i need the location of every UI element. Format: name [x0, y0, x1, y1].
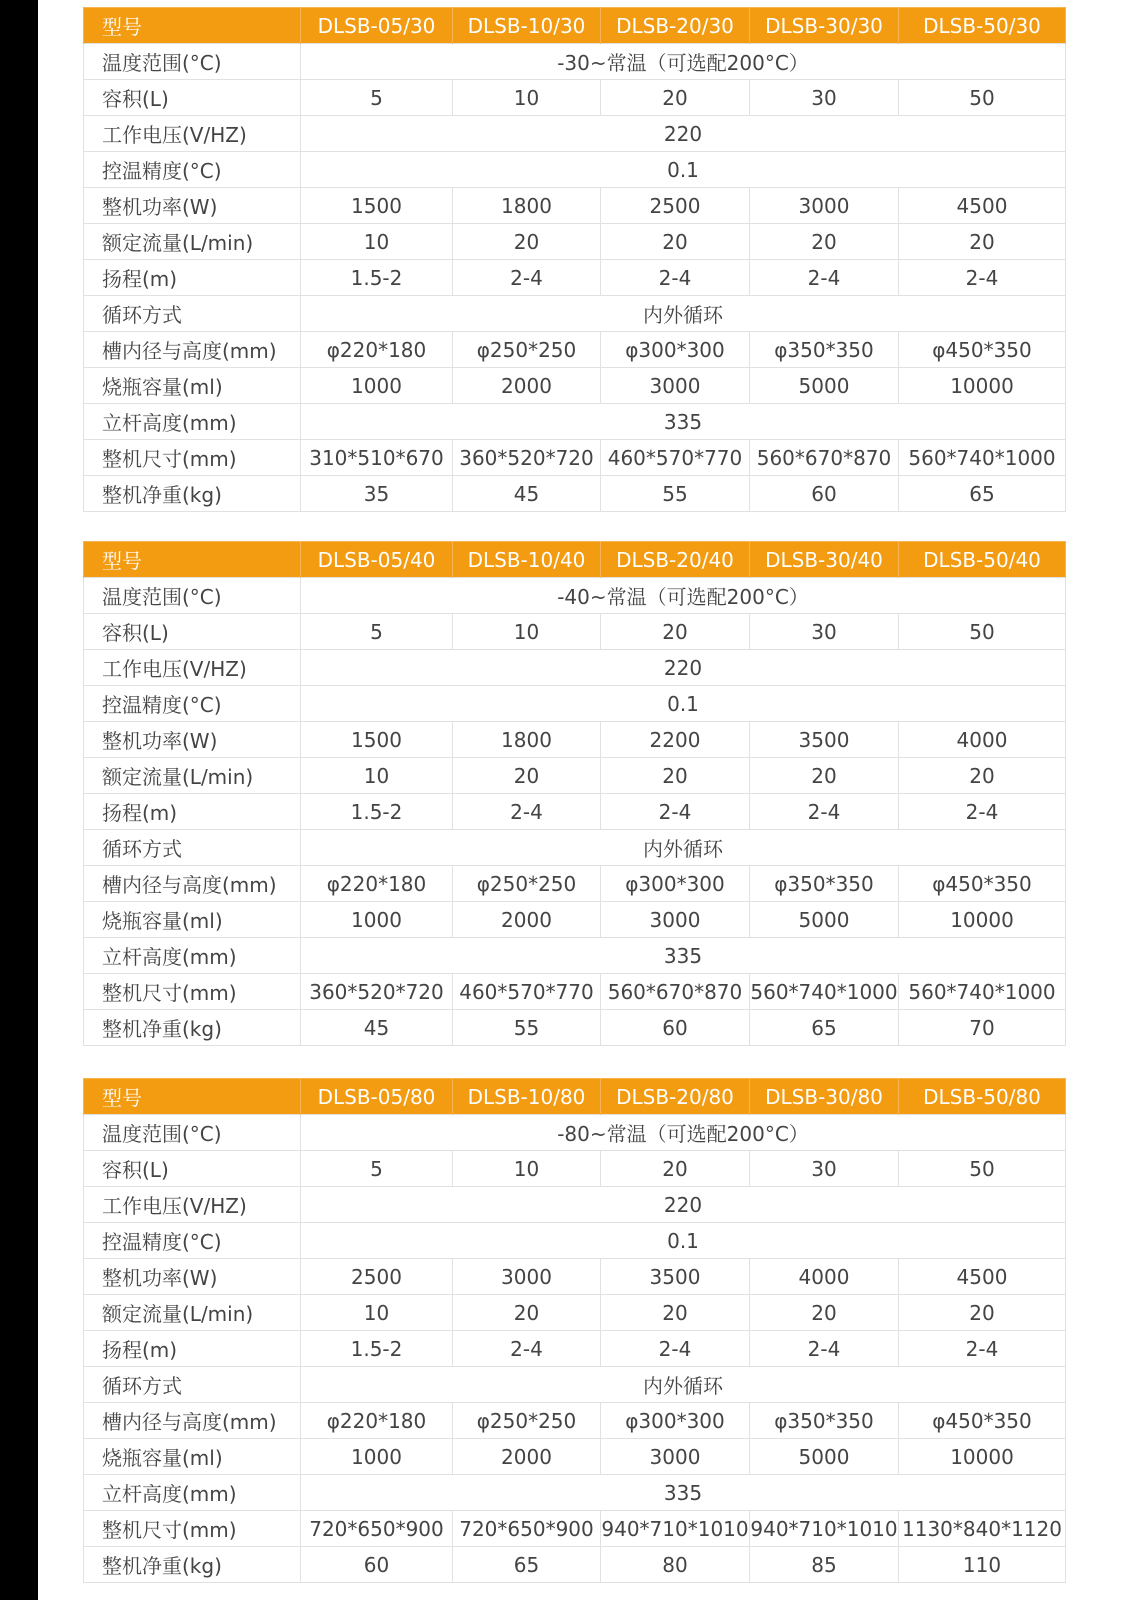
value-cell: 3500 — [750, 722, 899, 758]
value-cell: 55 — [453, 1010, 601, 1046]
header-row — [84, 542, 1066, 578]
merged-value-cell: 335 — [301, 1475, 1066, 1511]
table-row — [84, 974, 1066, 1010]
table-row — [84, 1367, 1066, 1403]
value-cell: 10 — [453, 614, 601, 650]
value-cell: 460*570*770 — [601, 440, 750, 476]
value-cell: 460*570*770 — [453, 974, 601, 1010]
model-header-cell: DLSB-10/30 — [453, 8, 601, 44]
table-row — [84, 1223, 1066, 1259]
value-cell: 2000 — [453, 368, 601, 404]
value-cell: φ250*250 — [453, 1403, 601, 1439]
value-cell: φ300*300 — [601, 866, 750, 902]
table-row — [84, 440, 1066, 476]
model-header-cell: DLSB-30/40 — [750, 542, 899, 578]
row-label: 容积(L) — [84, 614, 301, 650]
value-cell: 2-4 — [601, 794, 750, 830]
row-label: 额定流量(L/min) — [84, 1295, 301, 1331]
spec-table-30 — [83, 7, 1066, 512]
merged-value-cell: -30~常温（可选配200°C） — [301, 44, 1066, 80]
table-row — [84, 1151, 1066, 1187]
row-label: 整机功率(W) — [84, 1259, 301, 1295]
value-cell: 1800 — [453, 188, 601, 224]
table-row — [84, 260, 1066, 296]
value-cell: 20 — [899, 224, 1066, 260]
value-cell: 2200 — [601, 722, 750, 758]
value-cell: 5000 — [750, 902, 899, 938]
table-row — [84, 938, 1066, 974]
value-cell: 35 — [301, 476, 453, 512]
row-label: 烧瓶容量(ml) — [84, 1439, 301, 1475]
row-label: 循环方式 — [84, 296, 301, 332]
value-cell: 70 — [899, 1010, 1066, 1046]
value-cell: φ350*350 — [750, 866, 899, 902]
table-row — [84, 1403, 1066, 1439]
value-cell: 3500 — [601, 1259, 750, 1295]
value-cell: 2-4 — [453, 260, 601, 296]
model-header-cell: DLSB-30/30 — [750, 8, 899, 44]
value-cell: 2000 — [453, 902, 601, 938]
value-cell: 20 — [601, 758, 750, 794]
value-cell: 1500 — [301, 188, 453, 224]
value-cell: 20 — [453, 758, 601, 794]
value-cell: 5000 — [750, 1439, 899, 1475]
value-cell: 60 — [301, 1547, 453, 1583]
value-cell: 3000 — [453, 1259, 601, 1295]
row-label: 温度范围(°C) — [84, 578, 301, 614]
value-cell: 45 — [453, 476, 601, 512]
value-cell: 1500 — [301, 722, 453, 758]
value-cell: 65 — [899, 476, 1066, 512]
value-cell: 65 — [750, 1010, 899, 1046]
value-cell: 60 — [601, 1010, 750, 1046]
row-label: 立杆高度(mm) — [84, 938, 301, 974]
value-cell: 3000 — [601, 368, 750, 404]
header-row — [84, 1079, 1066, 1115]
value-cell: 1.5-2 — [301, 1331, 453, 1367]
value-cell: φ250*250 — [453, 866, 601, 902]
table-row — [84, 116, 1066, 152]
table-row — [84, 650, 1066, 686]
table-row — [84, 296, 1066, 332]
row-label: 循环方式 — [84, 1367, 301, 1403]
value-cell: 3000 — [750, 188, 899, 224]
value-cell: 560*670*870 — [601, 974, 750, 1010]
value-cell: 940*710*1010 — [750, 1511, 899, 1547]
merged-value-cell: -80~常温（可选配200°C） — [301, 1115, 1066, 1151]
value-cell: 20 — [601, 224, 750, 260]
value-cell: 1.5-2 — [301, 260, 453, 296]
merged-value-cell: 0.1 — [301, 686, 1066, 722]
table-row — [84, 188, 1066, 224]
model-header-cell: DLSB-10/80 — [453, 1079, 601, 1115]
row-label: 烧瓶容量(ml) — [84, 368, 301, 404]
table-row — [84, 476, 1066, 512]
row-label: 槽内径与高度(mm) — [84, 1403, 301, 1439]
value-cell: 1.5-2 — [301, 794, 453, 830]
value-cell: 2-4 — [453, 794, 601, 830]
model-header-cell: DLSB-50/30 — [899, 8, 1066, 44]
table-row — [84, 902, 1066, 938]
model-header-cell: DLSB-05/40 — [301, 542, 453, 578]
value-cell: 5 — [301, 1151, 453, 1187]
value-cell: 720*650*900 — [453, 1511, 601, 1547]
model-header-cell: DLSB-20/30 — [601, 8, 750, 44]
value-cell: 110 — [899, 1547, 1066, 1583]
table-row — [84, 1259, 1066, 1295]
value-cell: 360*520*720 — [453, 440, 601, 476]
value-cell: 20 — [601, 1295, 750, 1331]
merged-value-cell: 335 — [301, 938, 1066, 974]
value-cell: φ350*350 — [750, 1403, 899, 1439]
value-cell: 10 — [301, 224, 453, 260]
table-row — [84, 1115, 1066, 1151]
table-row — [84, 1295, 1066, 1331]
value-cell: 1000 — [301, 368, 453, 404]
table-row — [84, 758, 1066, 794]
value-cell: 55 — [601, 476, 750, 512]
table-row — [84, 332, 1066, 368]
table-row — [84, 404, 1066, 440]
merged-value-cell: 220 — [301, 1187, 1066, 1223]
row-label: 整机功率(W) — [84, 188, 301, 224]
value-cell: φ350*350 — [750, 332, 899, 368]
value-cell: 10 — [301, 758, 453, 794]
row-label: 容积(L) — [84, 80, 301, 116]
value-cell: 30 — [750, 80, 899, 116]
value-cell: 3000 — [601, 902, 750, 938]
row-label: 扬程(m) — [84, 794, 301, 830]
value-cell: 85 — [750, 1547, 899, 1583]
row-label: 工作电压(V/HZ) — [84, 116, 301, 152]
value-cell: 50 — [899, 80, 1066, 116]
value-cell: φ220*180 — [301, 1403, 453, 1439]
value-cell: 20 — [750, 1295, 899, 1331]
table-row — [84, 368, 1066, 404]
row-label: 整机净重(kg) — [84, 1010, 301, 1046]
value-cell: 5000 — [750, 368, 899, 404]
value-cell: 2-4 — [899, 260, 1066, 296]
value-cell: φ450*350 — [899, 866, 1066, 902]
value-cell: 20 — [899, 758, 1066, 794]
value-cell: 1800 — [453, 722, 601, 758]
table-row — [84, 722, 1066, 758]
value-cell: 20 — [750, 758, 899, 794]
row-label: 额定流量(L/min) — [84, 758, 301, 794]
table-row — [84, 866, 1066, 902]
row-label: 控温精度(°C) — [84, 152, 301, 188]
value-cell: 20 — [453, 224, 601, 260]
value-cell: 2-4 — [899, 794, 1066, 830]
table-row — [84, 44, 1066, 80]
table-row — [84, 1511, 1066, 1547]
value-cell: φ450*350 — [899, 332, 1066, 368]
value-cell: φ220*180 — [301, 866, 453, 902]
value-cell: 30 — [750, 614, 899, 650]
table-row — [84, 80, 1066, 116]
model-header-cell: DLSB-50/80 — [899, 1079, 1066, 1115]
value-cell: 45 — [301, 1010, 453, 1046]
value-cell: 560*740*1000 — [899, 440, 1066, 476]
value-cell: 65 — [453, 1547, 601, 1583]
spec-table-40 — [83, 541, 1066, 1046]
spec-page — [38, 0, 1144, 1600]
row-label: 扬程(m) — [84, 260, 301, 296]
row-label: 控温精度(°C) — [84, 686, 301, 722]
row-label: 温度范围(°C) — [84, 44, 301, 80]
value-cell: 3000 — [601, 1439, 750, 1475]
value-cell: 5 — [301, 80, 453, 116]
value-cell: 10000 — [899, 902, 1066, 938]
table-row — [84, 578, 1066, 614]
table-row — [84, 1010, 1066, 1046]
model-header-cell: DLSB-50/40 — [899, 542, 1066, 578]
value-cell: 4500 — [899, 1259, 1066, 1295]
row-label: 扬程(m) — [84, 1331, 301, 1367]
row-label: 整机尺寸(mm) — [84, 1511, 301, 1547]
row-label: 立杆高度(mm) — [84, 1475, 301, 1511]
table-row — [84, 1547, 1066, 1583]
table-row — [84, 224, 1066, 260]
table-row — [84, 152, 1066, 188]
model-header-cell: DLSB-20/40 — [601, 542, 750, 578]
spec-table-80 — [83, 1078, 1066, 1583]
value-cell: 20 — [453, 1295, 601, 1331]
value-cell: 10 — [453, 80, 601, 116]
model-header-cell: DLSB-20/80 — [601, 1079, 750, 1115]
row-label: 立杆高度(mm) — [84, 404, 301, 440]
value-cell: 2-4 — [750, 1331, 899, 1367]
merged-value-cell: -40~常温（可选配200°C） — [301, 578, 1066, 614]
value-cell: 80 — [601, 1547, 750, 1583]
row-label: 槽内径与高度(mm) — [84, 332, 301, 368]
value-cell: 20 — [601, 614, 750, 650]
value-cell: 560*670*870 — [750, 440, 899, 476]
value-cell: 560*740*1000 — [899, 974, 1066, 1010]
row-label: 整机净重(kg) — [84, 476, 301, 512]
value-cell: 1000 — [301, 902, 453, 938]
row-label: 工作电压(V/HZ) — [84, 650, 301, 686]
value-cell: φ450*350 — [899, 1403, 1066, 1439]
value-cell: φ220*180 — [301, 332, 453, 368]
table-row — [84, 794, 1066, 830]
value-cell: φ250*250 — [453, 332, 601, 368]
value-cell: 1000 — [301, 1439, 453, 1475]
value-cell: φ300*300 — [601, 1403, 750, 1439]
table-row — [84, 1331, 1066, 1367]
model-header-cell: DLSB-05/80 — [301, 1079, 453, 1115]
value-cell: 50 — [899, 614, 1066, 650]
value-cell: 720*650*900 — [301, 1511, 453, 1547]
merged-value-cell: 0.1 — [301, 1223, 1066, 1259]
value-cell: 5 — [301, 614, 453, 650]
row-label: 整机尺寸(mm) — [84, 974, 301, 1010]
merged-value-cell: 0.1 — [301, 152, 1066, 188]
table-row — [84, 614, 1066, 650]
table-row — [84, 1475, 1066, 1511]
row-label: 温度范围(°C) — [84, 1115, 301, 1151]
table-row — [84, 686, 1066, 722]
value-cell: 560*740*1000 — [750, 974, 899, 1010]
row-label: 整机尺寸(mm) — [84, 440, 301, 476]
value-cell: 30 — [750, 1151, 899, 1187]
value-cell: 4500 — [899, 188, 1066, 224]
merged-value-cell: 内外循环 — [301, 296, 1066, 332]
model-header-cell: DLSB-10/40 — [453, 542, 601, 578]
table-row — [84, 1187, 1066, 1223]
value-cell: 310*510*670 — [301, 440, 453, 476]
value-cell: 20 — [601, 80, 750, 116]
model-header-label: 型号 — [84, 1079, 301, 1115]
value-cell: 20 — [601, 1151, 750, 1187]
merged-value-cell: 220 — [301, 116, 1066, 152]
value-cell: 2000 — [453, 1439, 601, 1475]
row-label: 槽内径与高度(mm) — [84, 866, 301, 902]
model-header-label: 型号 — [84, 8, 301, 44]
value-cell: 10 — [453, 1151, 601, 1187]
value-cell: 4000 — [750, 1259, 899, 1295]
model-header-cell: DLSB-05/30 — [301, 8, 453, 44]
value-cell: 50 — [899, 1151, 1066, 1187]
value-cell: φ300*300 — [601, 332, 750, 368]
value-cell: 2-4 — [750, 794, 899, 830]
merged-value-cell: 220 — [301, 650, 1066, 686]
value-cell: 2-4 — [750, 260, 899, 296]
row-label: 容积(L) — [84, 1151, 301, 1187]
table-row — [84, 830, 1066, 866]
value-cell: 10000 — [899, 1439, 1066, 1475]
row-label: 循环方式 — [84, 830, 301, 866]
merged-value-cell: 内外循环 — [301, 1367, 1066, 1403]
row-label: 整机净重(kg) — [84, 1547, 301, 1583]
value-cell: 2500 — [601, 188, 750, 224]
header-row — [84, 8, 1066, 44]
value-cell: 60 — [750, 476, 899, 512]
value-cell: 20 — [750, 224, 899, 260]
value-cell: 4000 — [899, 722, 1066, 758]
value-cell: 940*710*1010 — [601, 1511, 750, 1547]
value-cell: 1130*840*1120 — [899, 1511, 1066, 1547]
row-label: 整机功率(W) — [84, 722, 301, 758]
value-cell: 2-4 — [601, 260, 750, 296]
value-cell: 2500 — [301, 1259, 453, 1295]
value-cell: 20 — [899, 1295, 1066, 1331]
row-label: 工作电压(V/HZ) — [84, 1187, 301, 1223]
row-label: 额定流量(L/min) — [84, 224, 301, 260]
row-label: 烧瓶容量(ml) — [84, 902, 301, 938]
row-label: 控温精度(°C) — [84, 1223, 301, 1259]
model-header-cell: DLSB-30/80 — [750, 1079, 899, 1115]
model-header-label: 型号 — [84, 542, 301, 578]
merged-value-cell: 内外循环 — [301, 830, 1066, 866]
value-cell: 10000 — [899, 368, 1066, 404]
value-cell: 2-4 — [601, 1331, 750, 1367]
value-cell: 2-4 — [899, 1331, 1066, 1367]
merged-value-cell: 335 — [301, 404, 1066, 440]
table-row — [84, 1439, 1066, 1475]
value-cell: 360*520*720 — [301, 974, 453, 1010]
value-cell: 10 — [301, 1295, 453, 1331]
value-cell: 2-4 — [453, 1331, 601, 1367]
